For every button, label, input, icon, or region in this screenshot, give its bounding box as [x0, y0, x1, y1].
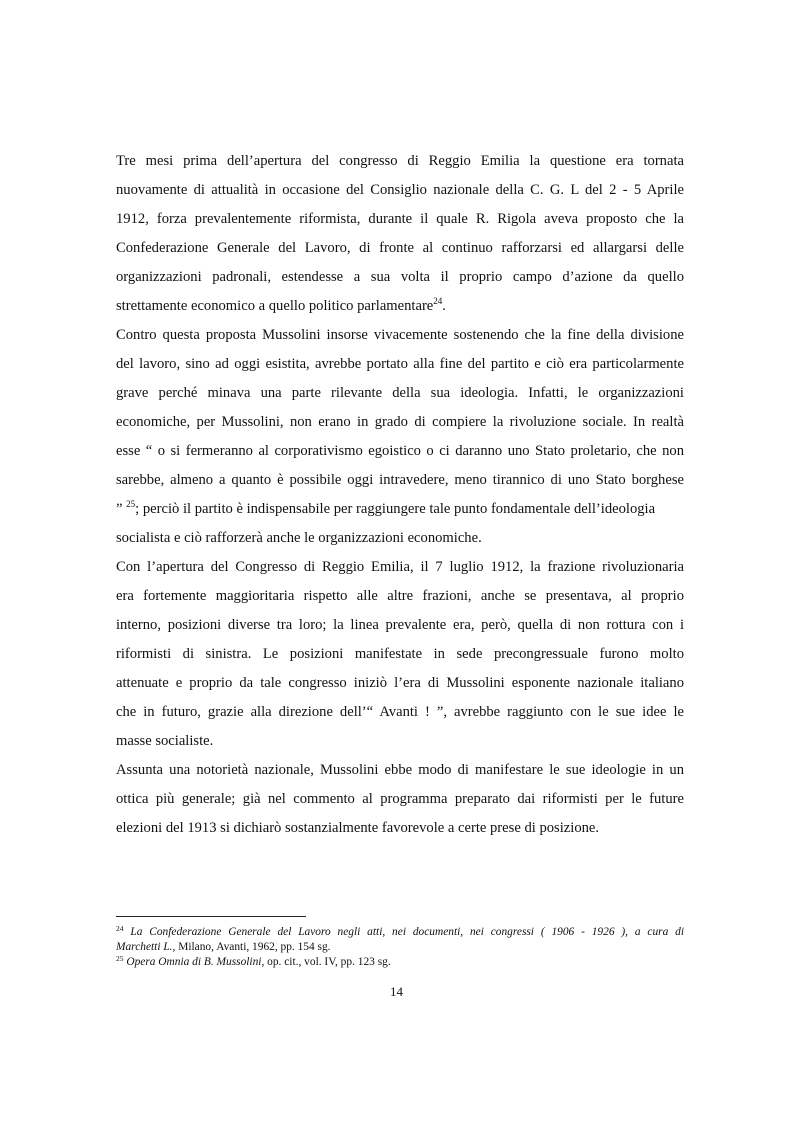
footnote-title: Opera Omnia di B. Mussolini — [126, 956, 262, 968]
body-text — [116, 147, 684, 843]
text-line: ottica più generale; già nel commento al programma preparato dai riformisti per le future — [116, 791, 684, 807]
footnote-citation: , Milano, Avanti, 1962, pp. 154 sg. — [172, 941, 331, 953]
text-line: era fortemente maggioritaria rispetto alle altre frazioni, anche se presentava, al proprio — [116, 588, 684, 604]
text-line: Con l’apertura del Congresso di Reggio Emilia, il 7 luglio 1912, la frazione rivoluzionaria — [116, 559, 684, 575]
footnote-title: La Confederazione Generale del Lavoro negli atti, nei documenti, nei congressi ( 1906 - 1926 ), a cura di — [130, 926, 684, 938]
text-line: grave perché minava una parte rilevante della sua ideologia. Infatti, le organizzazioni — [116, 385, 684, 401]
footnote-number: 25 — [116, 954, 124, 963]
text-line: socialista e ciò rafforzerà anche le organizzazioni economiche. — [116, 530, 482, 546]
footnotes — [116, 925, 684, 970]
footnote-number: 24 — [116, 924, 124, 933]
text-line: elezioni del 1913 si dichiarò sostanzialmente favorevole a certe prese di posizione. — [116, 820, 600, 836]
text-line: che in futuro, grazie alla direzione dell’“ Avanti ! ”, avrebbe raggiunto con le sue idee le — [116, 704, 684, 720]
text-line: Tre mesi prima dell’apertura del congresso di Reggio Emilia la questione era tornata — [116, 153, 684, 169]
text-line: Confederazione Generale del Lavoro, di fronte al continuo rafforzarsi ed allargarsi delle — [116, 240, 684, 256]
footnote-24 — [116, 925, 684, 940]
text-line: Contro questa proposta Mussolini insorse vivacemente sostenendo che la fine della divisione — [116, 327, 684, 343]
page-number: 14 — [390, 984, 403, 999]
text-line — [116, 495, 684, 524]
footnote-author: Marchetti L. — [116, 941, 173, 953]
text-line: economiche, per Mussolini, non erano in grado di compiere la rivoluzione sociale. In realtà — [116, 414, 684, 430]
footnote-25 — [116, 955, 684, 970]
line-text: strettamente economico a quello politico parlamentare — [116, 298, 434, 314]
text-line: organizzazioni padronali, estendesse a sua volta il proprio campo d’azione da quello — [116, 269, 684, 285]
line-text: ; perciò il partito è indispensabile per raggiungere tale punto fondamentale dell’ideologia — [135, 501, 656, 517]
text-line — [116, 292, 684, 321]
footnote-separator — [116, 916, 306, 917]
text-line: riformisti di sinistra. Le posizioni manifestate in sede precongressuale furono molto — [116, 646, 684, 662]
footnote-ref-24[interactable]: 24 — [433, 296, 443, 306]
line-text: . — [442, 298, 446, 314]
text-line: 1912, forza prevalentemente riformista, durante il quale R. Rigola aveva proposto che la — [116, 211, 684, 227]
text-line: del lavoro, sino ad oggi esistita, avrebbe portato alla fine del partito e ciò era particolarmente — [116, 356, 684, 372]
text-line: attenuate e proprio da tale congresso iniziò l’era di Mussolini esponente nazionale italiano — [116, 675, 684, 691]
text-line: sarebbe, almeno a quanto è possibile oggi intravedere, meno tirannico di uno Stato borghese — [116, 472, 684, 488]
line-text: ” — [116, 501, 127, 517]
footnote-ref-25[interactable]: 25 — [126, 499, 136, 509]
text-line: nuovamente di attualità in occasione del Consiglio nazionale della C. G. L del 2 - 5 Aprile — [116, 182, 684, 198]
text-line: esse “ o si fermeranno al corporativismo egoistico o ci daranno uno Stato proletario, che non — [116, 443, 684, 459]
text-line: masse socialiste. — [116, 733, 214, 749]
text-line: interno, posizioni diverse tra loro; la linea prevalente era, però, quella di non rottura con i — [116, 617, 684, 633]
footnote-citation: , op. cit., vol. IV, pp. 123 sg. — [261, 956, 391, 968]
text-line: Assunta una notorietà nazionale, Mussolini ebbe modo di manifestare le sue ideologie in un — [116, 762, 684, 778]
footnote-24-continued — [116, 940, 684, 955]
